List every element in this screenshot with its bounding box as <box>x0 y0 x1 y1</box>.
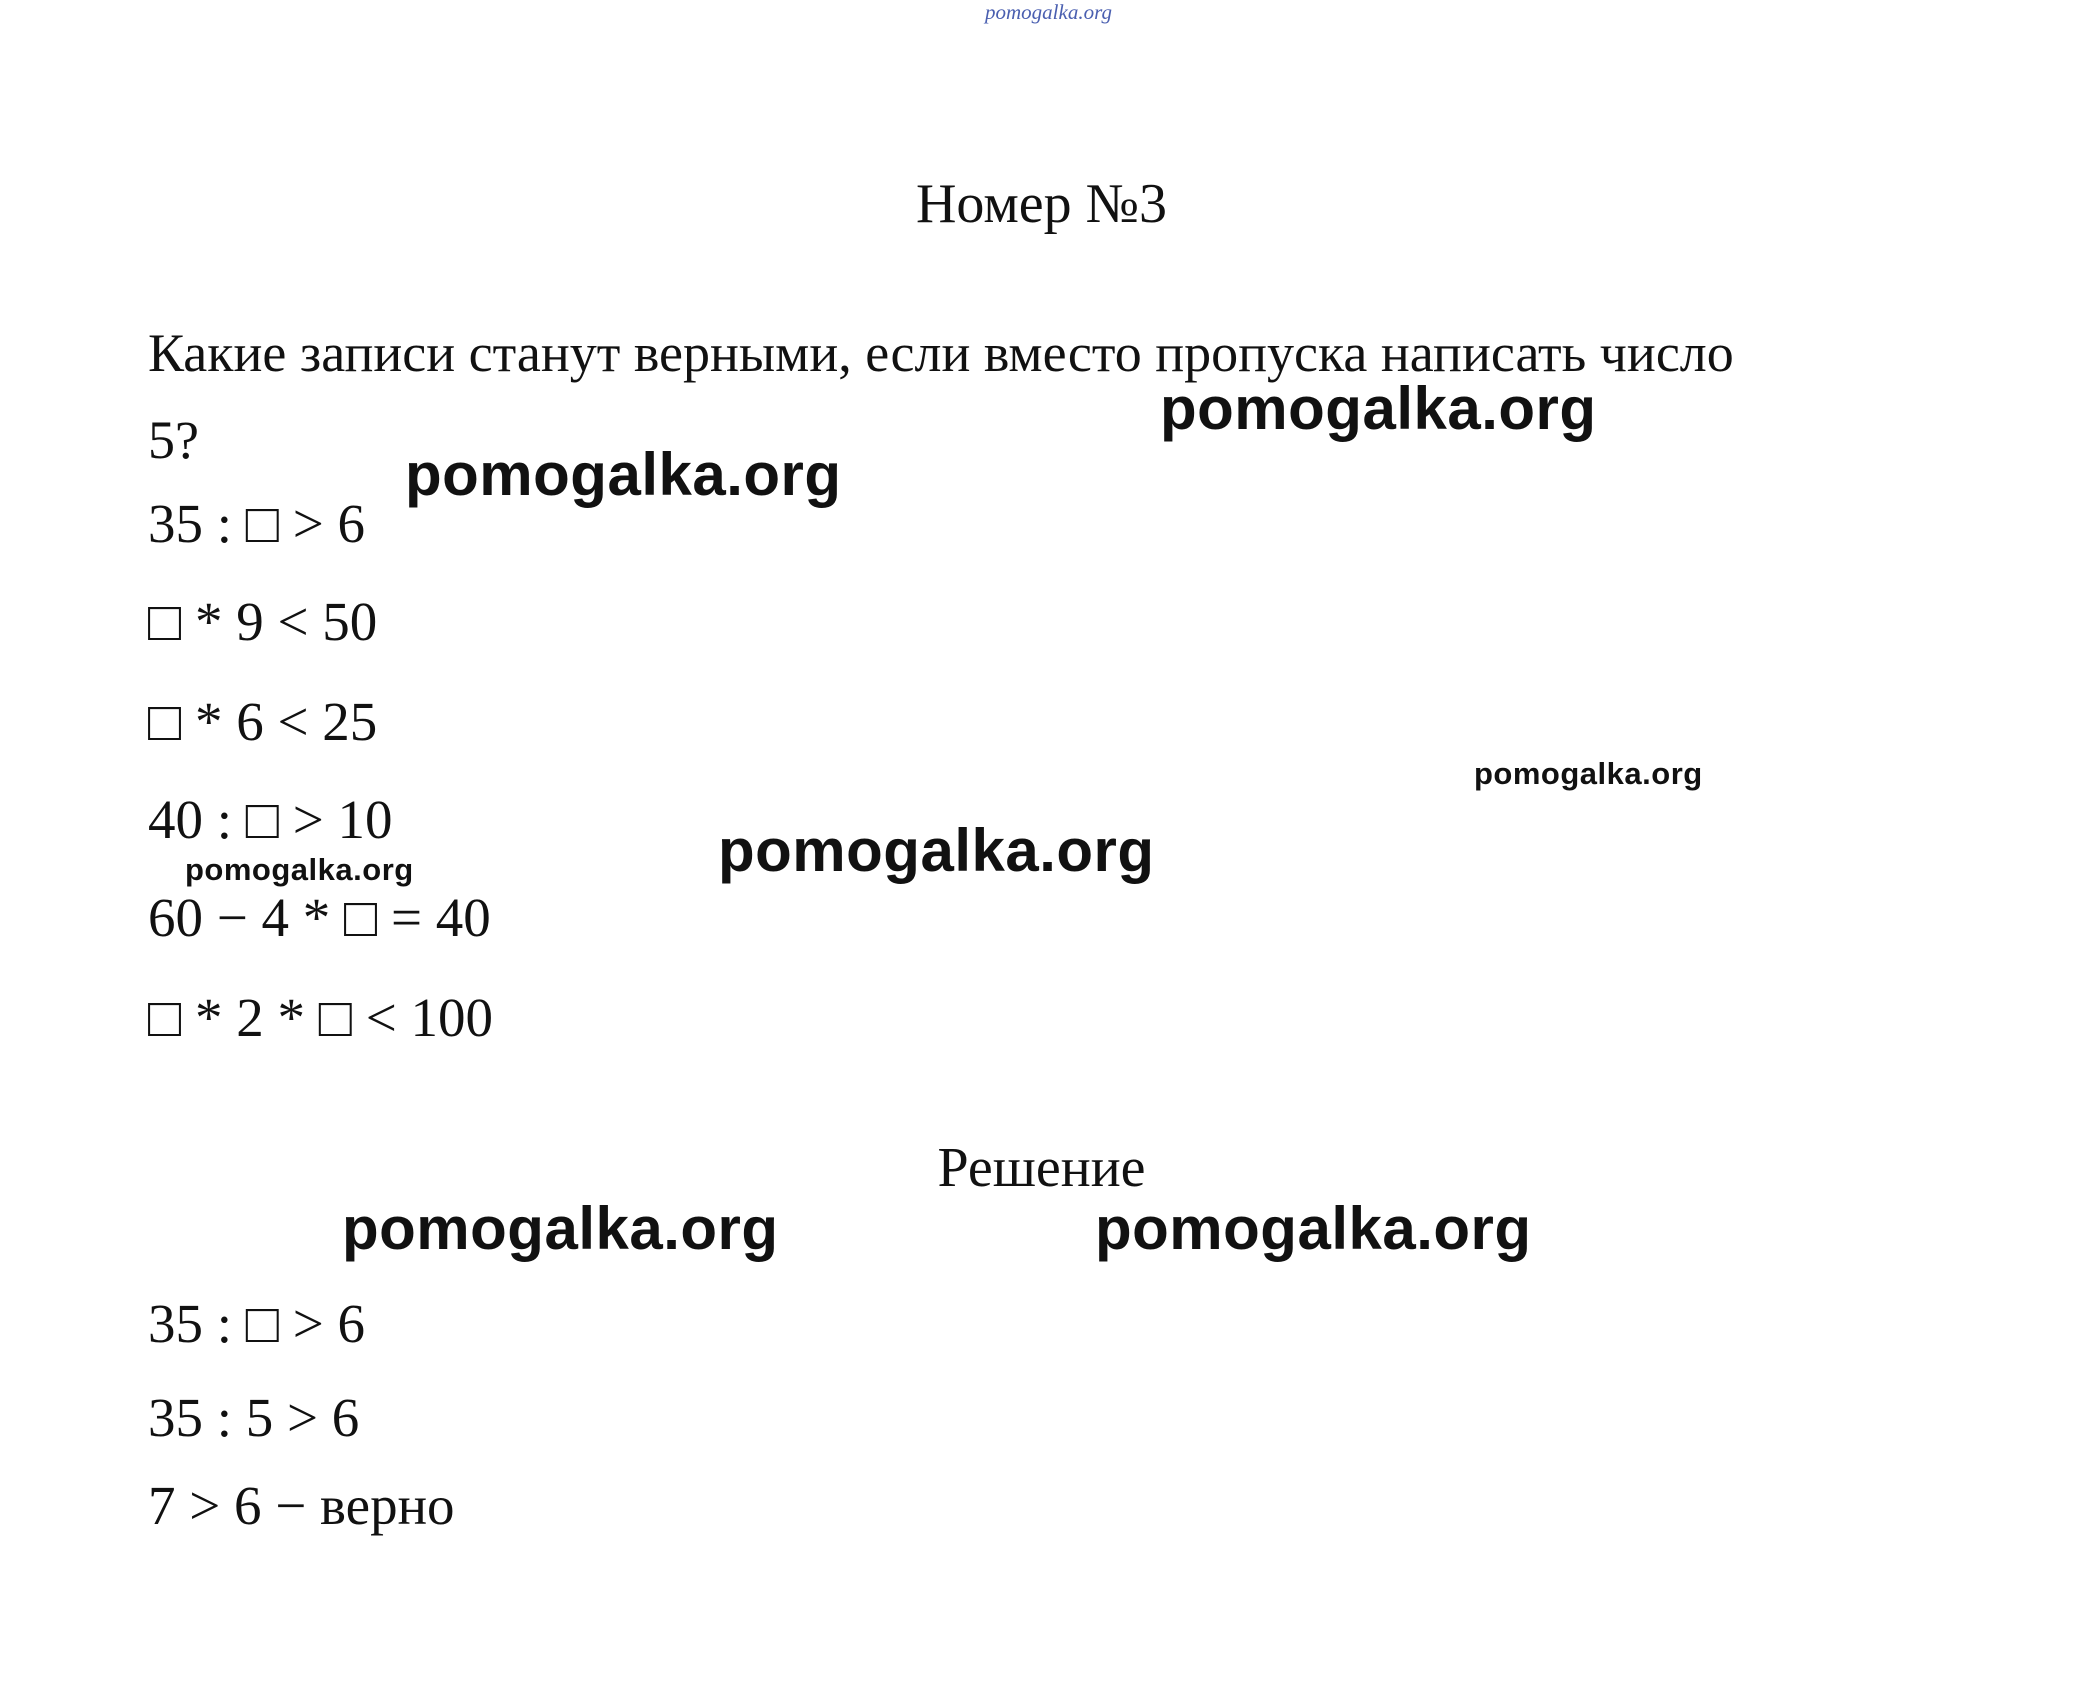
task-question: Какие записи станут верными, если вместо пропуска написать число 5? <box>148 323 1734 470</box>
watermark: pomogalka.org <box>1474 756 1703 791</box>
task-expression-6: □ * 2 * □ < 100 <box>148 987 493 1048</box>
task-expression-3: □ * 6 < 25 <box>148 691 378 752</box>
watermark: pomogalka.org <box>405 441 842 508</box>
watermark: pomogalka.org <box>1160 375 1597 442</box>
task-expression-4: 40 : □ > 10 <box>148 789 393 850</box>
header-watermark: pomogalka.org <box>985 0 1112 24</box>
task-title: Номер №3 <box>915 173 1168 235</box>
task-expression-2: □ * 9 < 50 <box>148 591 378 652</box>
task-expression-5: 60 − 4 * □ = 40 <box>148 887 491 948</box>
watermark: pomogalka.org <box>718 817 1155 884</box>
solution-title: Решение <box>937 1137 1146 1199</box>
solution-line-3: 7 > 6 − верно <box>148 1475 455 1536</box>
watermark: pomogalka.org <box>342 1195 779 1262</box>
watermark: pomogalka.org <box>185 852 414 887</box>
solution-line-2: 35 : 5 > 6 <box>148 1387 360 1448</box>
solution-line-1: 35 : □ > 6 <box>148 1293 366 1354</box>
task-expression-1: 35 : □ > 6 <box>148 493 366 554</box>
watermark: pomogalka.org <box>1095 1195 1532 1262</box>
